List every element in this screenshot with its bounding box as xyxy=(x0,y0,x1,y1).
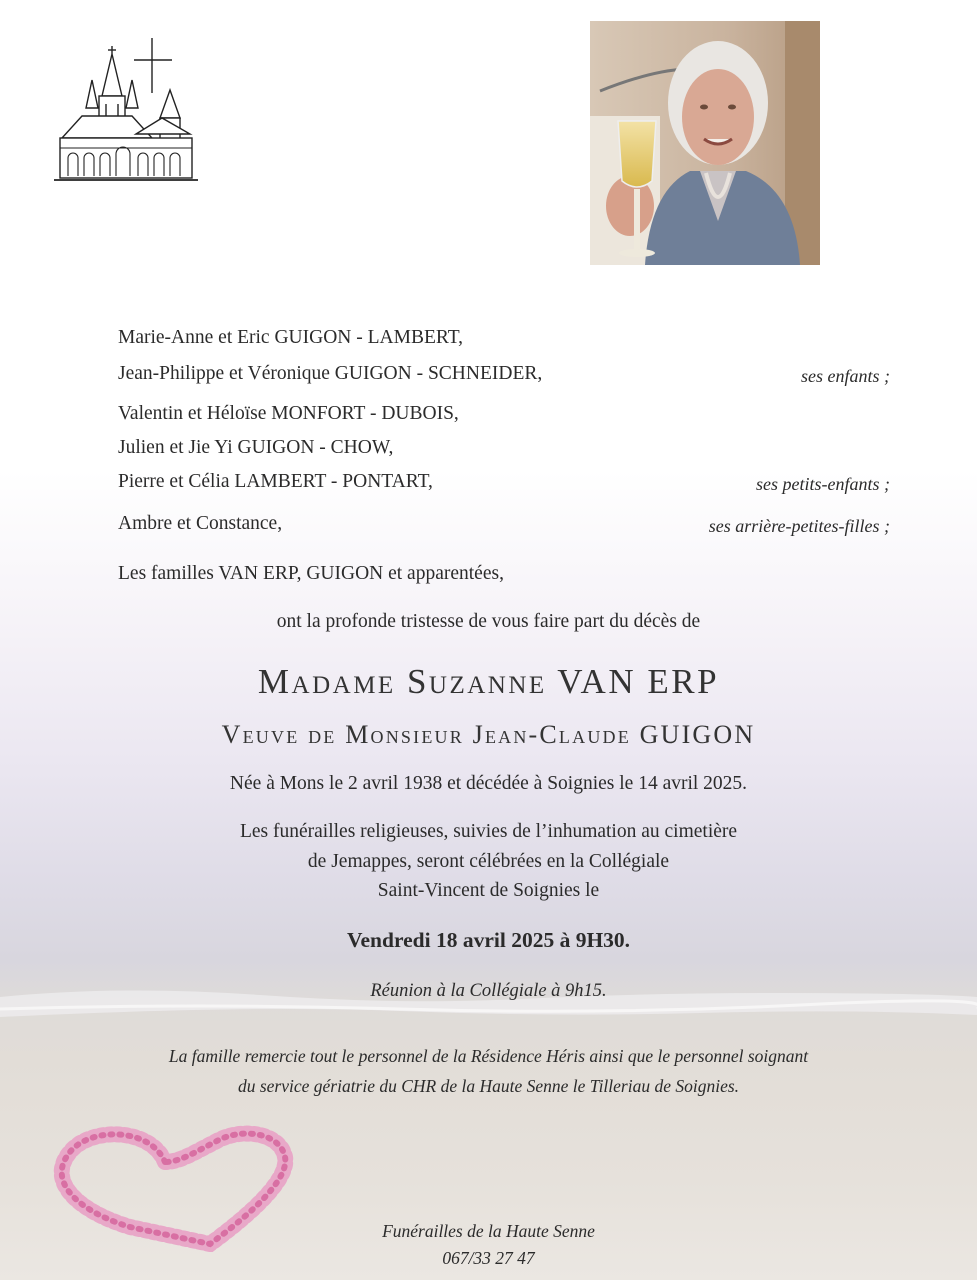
family-line-3: Valentin et Héloïse MONFORT - DUBOIS, xyxy=(118,403,459,424)
funeral-date: Vendredi 18 avril 2025 à 9H30. xyxy=(346,928,631,952)
family-line-1: Marie-Anne et Eric GUIGON - LAMBERT, xyxy=(118,327,464,348)
relation-children: ses enfants ; xyxy=(801,366,890,386)
deceased-name: Madame Suzanne VAN ERP xyxy=(257,662,720,701)
relation-great-grandchildren: ses arrière-petites-filles ; xyxy=(708,516,890,536)
family-line-6: Ambre et Constance, xyxy=(118,513,283,534)
funeral-home-name: Funérailles de la Haute Senne xyxy=(382,1221,595,1241)
relation-grandchildren: ses petits-enfants ; xyxy=(756,474,890,494)
funeral-line-3: Saint-Vincent de Soignies le xyxy=(377,880,600,901)
church-with-cross-icon xyxy=(52,38,200,184)
thanks-line-2: du service gériatrie du CHR de la Haute Senne le Tilleriau de Soignies. xyxy=(237,1076,740,1096)
funeral-line-1: Les funérailles religieuses, suivies de l’inhumation au cimetière xyxy=(239,821,738,842)
meeting-text: Réunion à la Collégiale à 9h15. xyxy=(370,981,607,1001)
elderly-woman-toasting-champagne-photo xyxy=(590,21,820,265)
birth-death-text: Née à Mons le 2 avril 1938 et décédée à Soignies le 14 avril 2025. xyxy=(229,773,748,794)
family-line-5: Pierre et Célia LAMBERT - PONTART, xyxy=(118,471,433,492)
thanks-line-1: La famille remercie tout le personnel de la Résidence Héris ainsi que le personnel soignant xyxy=(168,1046,809,1066)
funeral-line-2: de Jemappes, seront célébrées en la Collégiale xyxy=(307,851,670,872)
family-line-4: Julien et Jie Yi GUIGON - CHOW, xyxy=(118,437,394,458)
family-line-7: Les familles VAN ERP, GUIGON et apparentées, xyxy=(118,563,504,584)
family-line-2: Jean-Philippe et Véronique GUIGON - SCHNEIDER, xyxy=(118,363,543,384)
widow-of-text: Veuve de Monsieur Jean-Claude GUIGON xyxy=(221,720,756,749)
announcement-text: ont la profonde tristesse de vous faire part du décès de xyxy=(276,611,701,632)
funeral-home-phone: 067/33 27 47 xyxy=(442,1248,535,1268)
